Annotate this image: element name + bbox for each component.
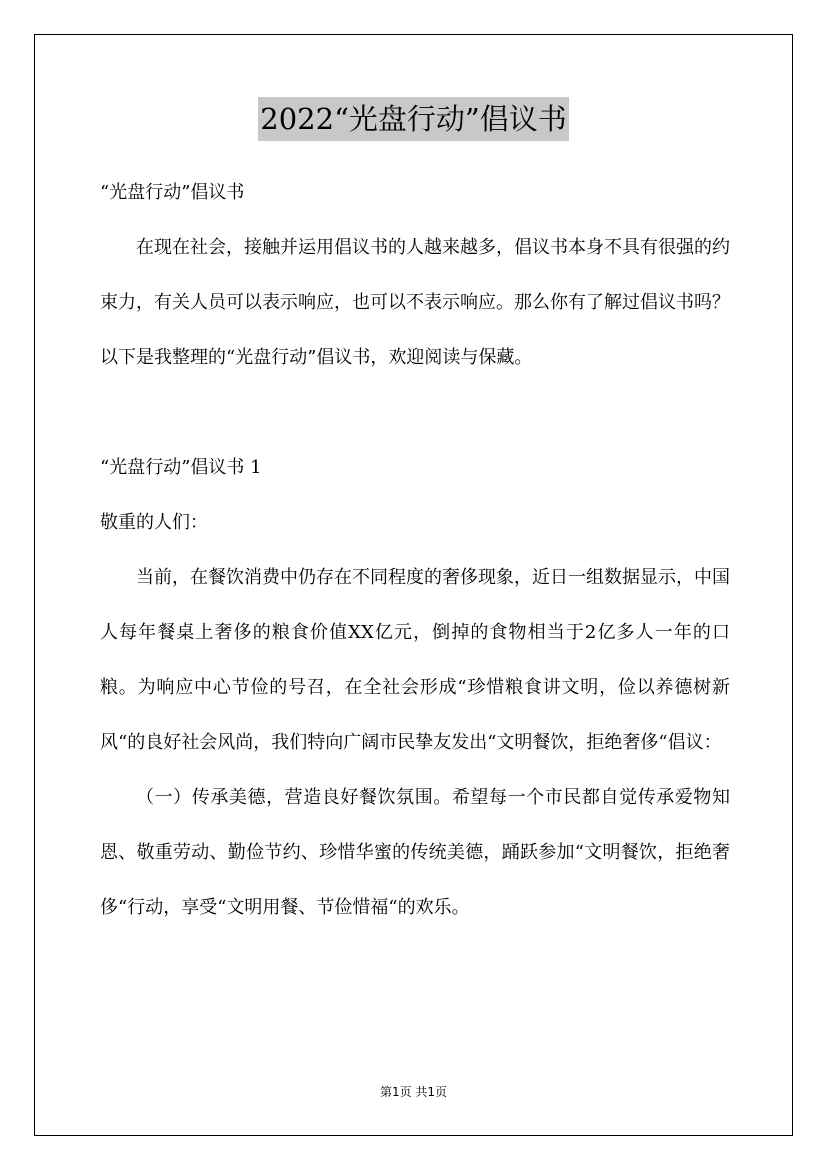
document-body [100,165,730,935]
blank-line [100,385,730,440]
salutation: 敬重的人们： [100,512,208,533]
title-container [0,97,827,141]
body-paragraph-1: 当前，在餐饮消费中仍存在不同程度的奢侈现象，近日一组数据显示，中国人每年餐桌上奢侈的粮食价值XX亿元，倒掉的食物相当于2亿多人一年的口粮。为响应中心节俭的号召，在全社会形成“珍惜粮食讲文明，俭以养德树新风“的良好社会风尚，我们特向广阔市民挚友发出“文明餐饮，拒绝奢侈“倡议： [100,567,730,753]
intro-paragraph: 在现在社会，接触并运用倡议书的人越来越多，倡议书本身不具有很强的约束力，有关人员可以表示响应，也可以不表示响应。那么你有了解过倡议书吗？以下是我整理的“光盘行动”倡议书，欢迎阅读与保藏。 [100,237,730,368]
subtitle: “光盘行动”倡议书 [100,182,245,203]
document-title: 2022“光盘行动”倡议书 [258,97,568,141]
page-number-footer: 第1页 共1页 [379,1085,448,1099]
body-paragraph-2: （一）传承美德，营造良好餐饮氛围。希望每一个市民都自觉传承爱物知恩、敬重劳动、勤俭节约、珍惜华蜜的传统美德，踊跃参加“文明餐饮，拒绝奢侈“行动，享受“文明用餐、节俭惜福“的欢乐。 [100,787,730,918]
section-heading: “光盘行动”倡议书 1 [100,457,262,478]
